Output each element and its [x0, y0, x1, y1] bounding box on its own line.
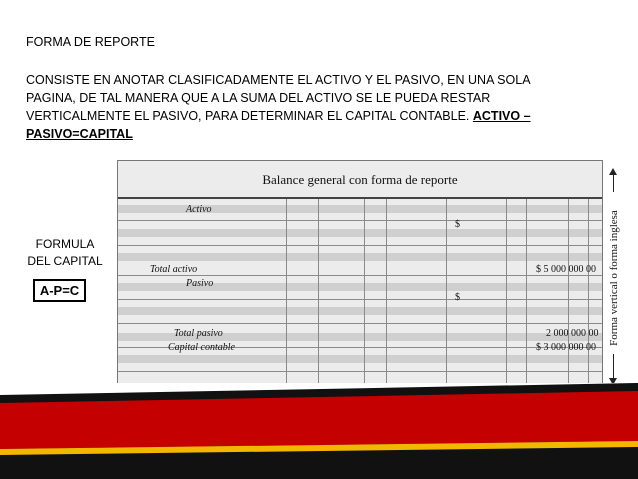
- formula-box: A-P=C: [33, 279, 86, 302]
- column-rule: [318, 199, 319, 389]
- value-total-pasivo: 2 000 000 00: [546, 328, 599, 339]
- value-total-activo: $ 5 000 000 00: [536, 264, 596, 275]
- side-caption: [602, 168, 626, 388]
- row-rule: [118, 275, 602, 276]
- row-band: [118, 253, 602, 261]
- formula-label-line2: DEL CAPITAL: [27, 254, 103, 268]
- formula-label-line1: FORMULA: [35, 237, 95, 251]
- row-rule: [118, 299, 602, 300]
- dollar-sign: $: [455, 292, 460, 303]
- row-band: [118, 355, 602, 363]
- column-rule: [386, 199, 387, 389]
- description-text: CONSISTE EN ANOTAR CLASIFICADAMENTE EL ACTIVO Y EL PASIVO, EN UNA SOLA PAGINA, DE TAL MANERA QUE A LA SUMA DEL ACTIVO SE LE PUEDA RESTAR VERTICALMENTE EL PASIVO, PARA DETERMINAR EL CAPITAL CONTABLE.: [26, 73, 530, 123]
- label-total-pasivo: Total pasivo: [174, 328, 223, 339]
- row-rule: [118, 323, 602, 324]
- row-band: [118, 307, 602, 315]
- side-caption-text: Forma vertical o forma inglesa: [608, 210, 620, 346]
- value-capital-contable: $ 3 000 000 00: [536, 342, 596, 353]
- label-capital-contable: Capital contable: [168, 342, 235, 353]
- column-rule: [286, 199, 287, 389]
- decorative-footer: [0, 383, 638, 479]
- description: [26, 71, 566, 143]
- column-rule: [364, 199, 365, 389]
- row-rule: [118, 220, 602, 221]
- column-rule: [526, 199, 527, 389]
- column-rule: [568, 199, 569, 389]
- description-emphasis: ACTIVO – PASIVO=CAPITAL: [26, 109, 531, 141]
- form-top-rule: [118, 197, 602, 199]
- page-title: FORMA DE REPORTE: [26, 35, 155, 49]
- formula-label: [26, 236, 104, 270]
- row-rule: [118, 371, 602, 372]
- label-total-activo: Total activo: [150, 264, 198, 275]
- column-rule: [446, 199, 447, 389]
- dollar-sign: $: [455, 219, 460, 230]
- column-rule: [588, 199, 589, 389]
- label-pasivo: Pasivo: [186, 278, 214, 289]
- column-rule: [506, 199, 507, 389]
- label-activo: Activo: [186, 204, 212, 215]
- row-rule: [118, 245, 602, 246]
- row-band: [118, 229, 602, 237]
- arrow-up-line: [613, 170, 614, 192]
- form-title: Balance general con forma de reporte: [262, 172, 458, 187]
- balance-sheet-form: [117, 160, 603, 390]
- arrow-down-line: [613, 354, 614, 380]
